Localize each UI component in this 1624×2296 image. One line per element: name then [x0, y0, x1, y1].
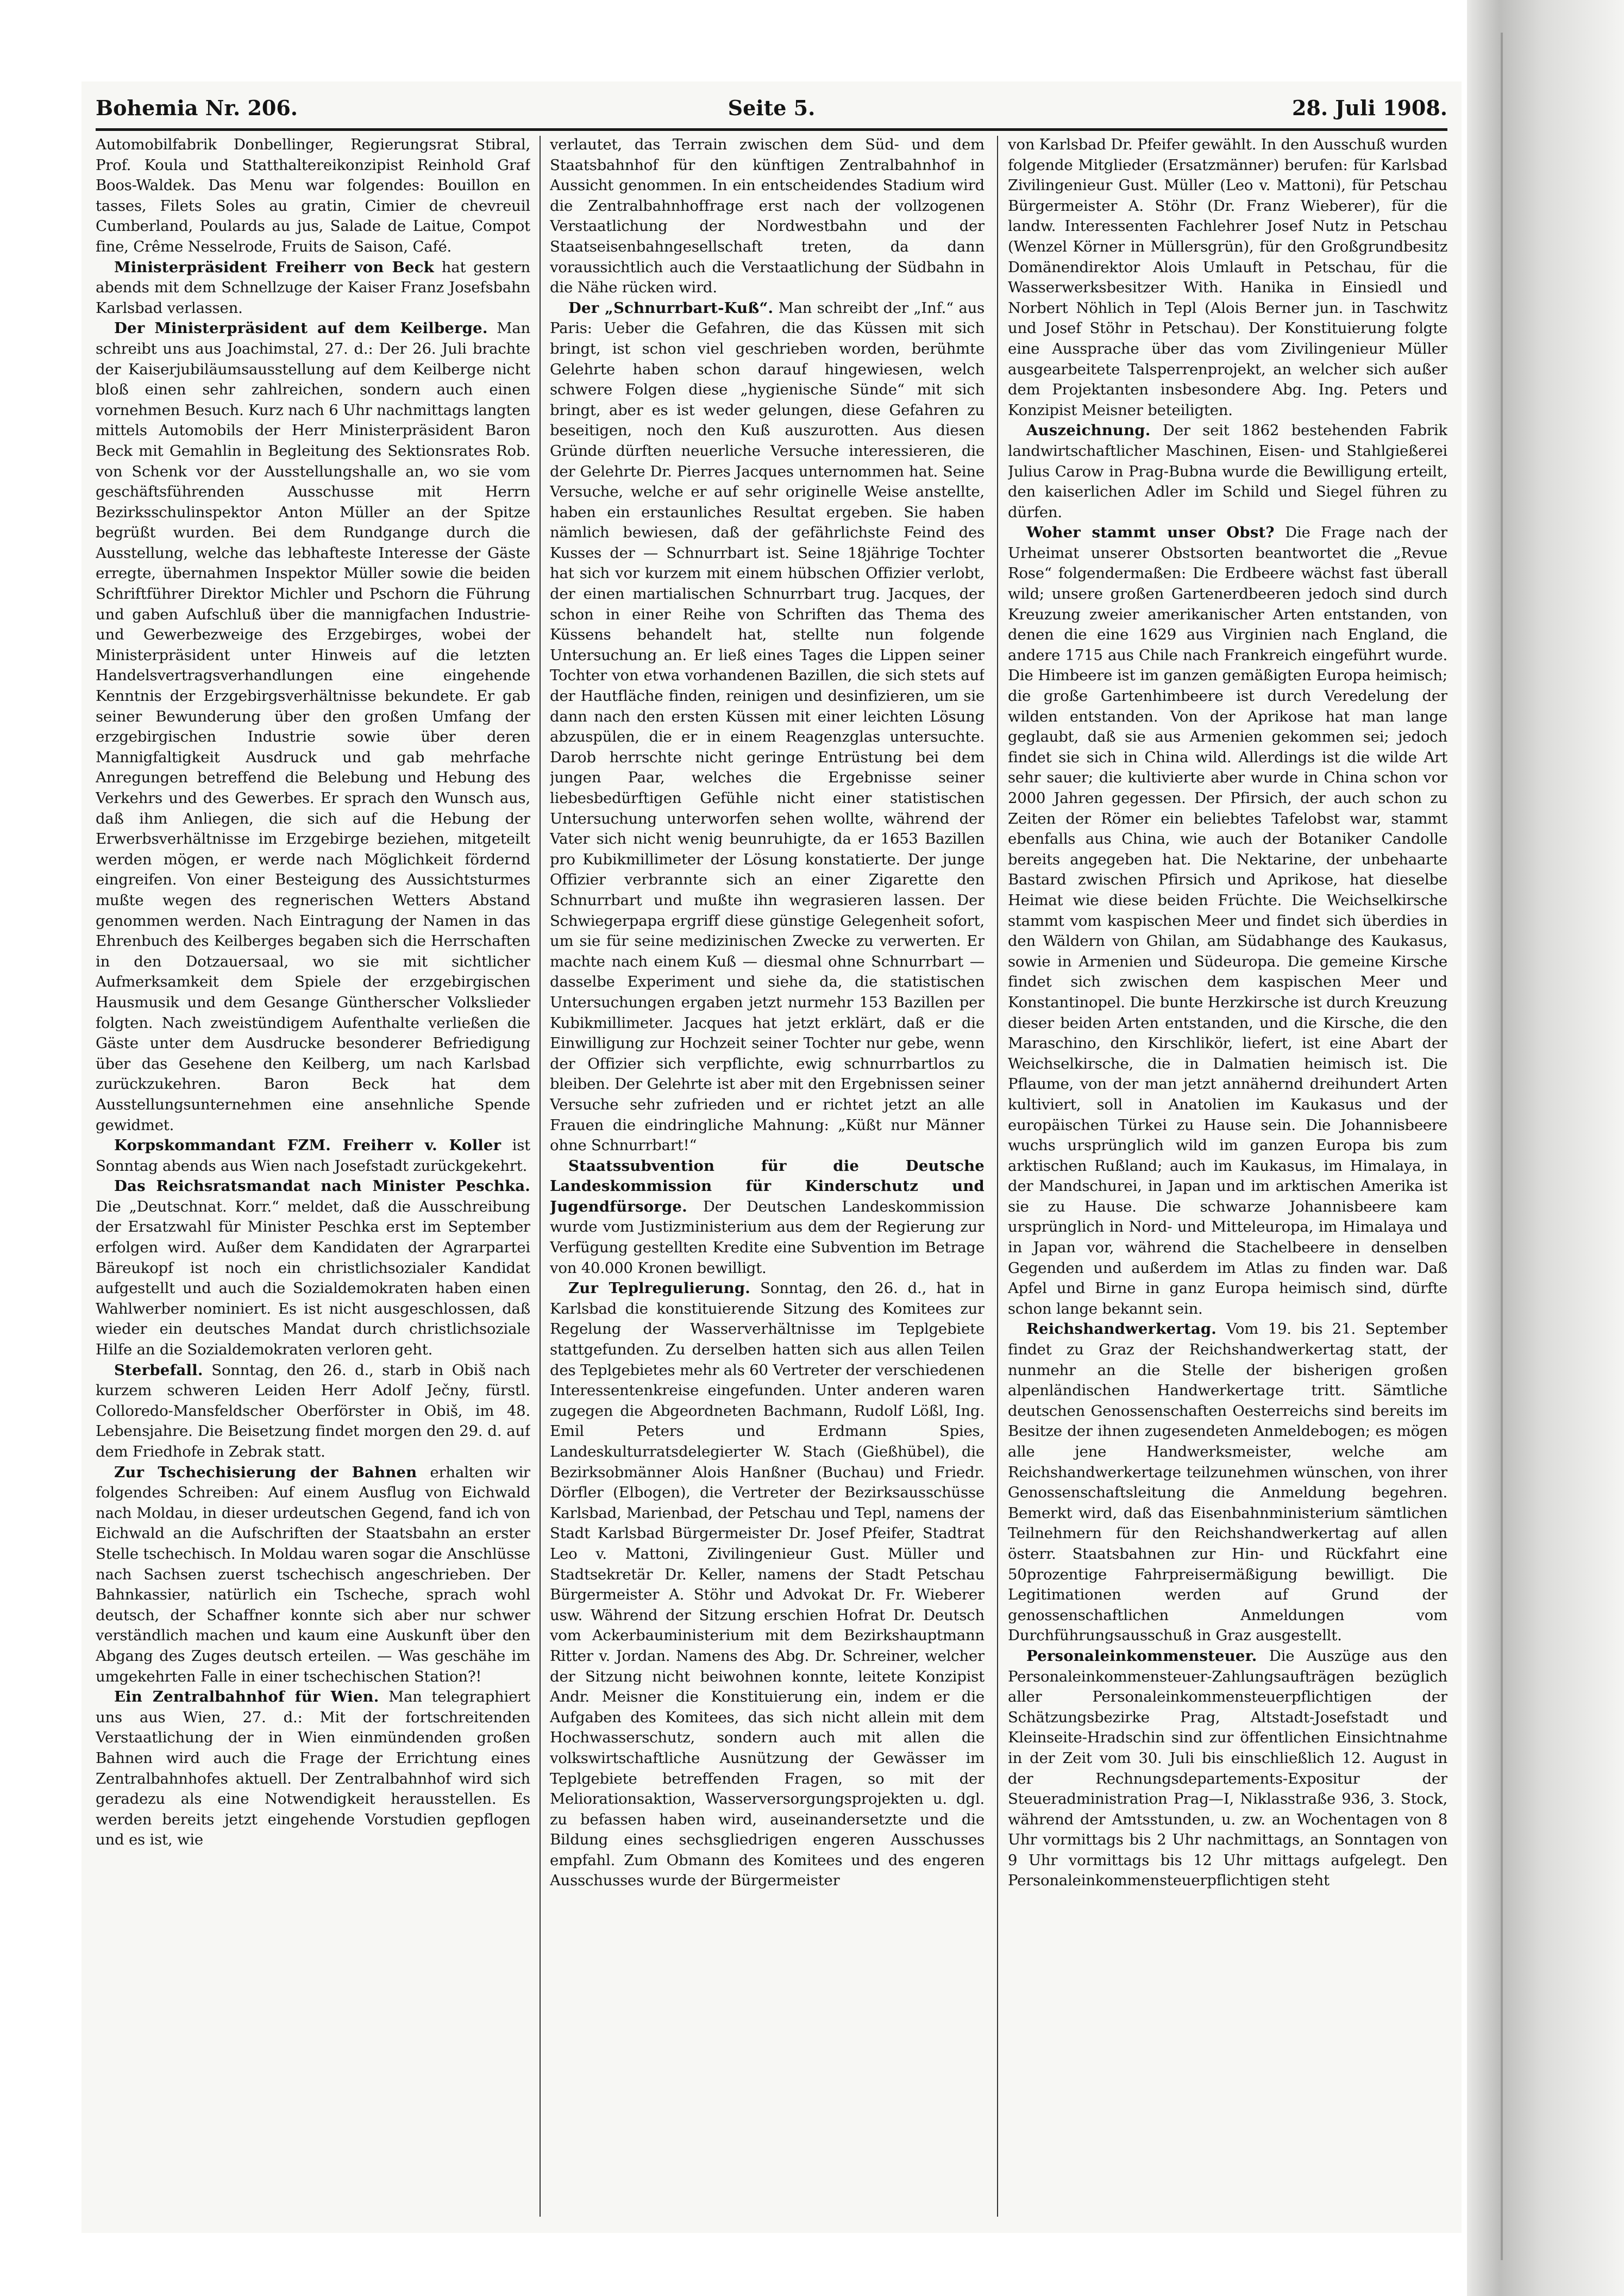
article-paragraph — [96, 1360, 530, 1463]
column-divider-1 — [540, 136, 541, 2217]
article-paragraph — [96, 1463, 530, 1688]
column-3 — [1008, 135, 1447, 2221]
header-date: 28. Juli 1908. — [1291, 96, 1447, 120]
article-paragraph — [1008, 1319, 1447, 1646]
article-text: Man schreibt der „Inf.“ aus Paris: Ueber die Gefahren, die das Küssen mit sich bringt, ist schon viel geschrieben worden, berühmte Gelehrte haben schon darauf hingewiesen, welch schwere Folgen diese „hygienische Sünde“ mit sich bringt, aber es ist weder gelungen, diese Gefahren zu beseitigen, noch den Kuß auszurotten. Aus diesen Gründe dürften neuerliche Versuche interessieren, die der Gelehrte Dr. Pierres Jacques unternommen hat. Seine Versuche, welche er auf sehr originelle Weise anstellte, haben ein erstaunliches Resultat ergeben. Sie haben nämlich bewiesen, daß der gefährlichste Feind des Kusses der — Schnurrbart ist. Seine 18jährige Tochter hat sich vor kurzem mit einem hübschen Offizier verlobt, der einen martialischen Schnurrbart trug. Jacques, der schon in einer Reihe von Schriften das Thema des Küssens behandelt hat, stellte nun folgende Untersuchung an. Er ließ eines Tages die Lippen seiner Tochter von etwa vorhandenen Bazillen, die sich stets auf der Hautfläche finden, reinigen und desinfizieren, um sie dann nach den ersten Küssen mit einer leichten Lösung abzuspülen, die er in einem Reagenzglas untersuchte. Darob herrschte nicht geringe Entrüstung bei dem jungen Paar, welches die Ergebnisse seiner liebesbedürftigen Gefühle nicht einer statistischen Untersuchung unterworfen sehen wollte, während der Vater sich nicht wenig beunruhigte, da er 1653 Bazillen pro Kubikmillimeter der Lösung konstatierte. Der junge Offizier verbrannte sich an einer Zigarette den Schnurrbart und mußte ihn wegrasieren lassen. Der Schwiegerpapa ergriff diese günstige Gelegenheit sofort, um sie für seine medizinischen Zwecke zu verwerten. Er machte nach einem Kuß — diesmal ohne Schnurrbart — dasselbe Experiment und siehe da, die statistischen Untersuchungen ergaben jetzt nurmehr 153 Bazillen per Kubikmillimeter. Jacques hat jetzt erklärt, daß er die Einwilligung zur Hochzeit seiner Tochter nur gebe, wenn der Offizier sich verpflichte, ewig schnurrbartlos zu bleiben. Der Gelehrte ist aber mit den Ergebnissen seiner Versuche sehr zufrieden und er richtet jetzt an alle Frauen die eindringliche Mahnung: „Küßt nur Männer ohne Schnurrbart!“ — [550, 299, 985, 1155]
header-rule — [96, 128, 1447, 131]
article-text: Man telegraphiert uns aus Wien, 27. d.: Mit der fortschreitenden Verstaatlichung der in Wien einmündenden großen Bahnen wird auch die Frage der Errichtung eines Zentralbahnhofes aktuell. Der Zentralbahnhof wird sich geradezu als eine Notwendigkeit herausstellen. Es werden bereits jetzt eingehende Vorstudien gepflogen und es ist, wie — [96, 1688, 530, 1849]
article-heading: Der „Schnurrbart-Kuß“. — [568, 299, 774, 317]
article-heading: Zur Tschechisierung der Bahnen — [114, 1463, 417, 1481]
article-paragraph — [550, 135, 985, 298]
article-heading: Reichshandwerkertag. — [1026, 1320, 1217, 1338]
article-text: Die „Deutschnat. Korr.“ meldet, daß die Ausschreibung der Ersatzwahl für Minister Peschka erst im September erfolgen wird. Außer dem Kandidaten der Agrarpartei Bäreukopf ist noch ein christlichsozialer Kandidat aufgestellt und auch die Sozialdemokraten haben einen Wahlwerber nominiert. Es ist nicht ausgeschlossen, daß wieder ein deutsches Mandat durch christlichsoziale Hilfe an die Sozialdemokraten verloren geht. — [96, 1197, 530, 1359]
newspaper-page — [81, 81, 1462, 2233]
article-heading: Das Reichsratsmandat nach Minister Peschka. — [114, 1177, 530, 1195]
column-2 — [550, 135, 985, 2221]
article-text: Sonntag, den 26. d., hat in Karlsbad die konstituierende Sitzung des Komitees zur Regelung der Wasserverhältnisse im Teplgebiete stattgefunden. Zu derselben hatten sich aus allen Teilen des Teplgebietes mehr als 60 Vertreter der verschiedenen Interessentenkreise eingefunden. Unter anderen waren zugegen die Abgeordneten Bachmann, Rudolf Lößl, Ing. Emil Peters und Erdmann Spies, Landeskulturratsdelegierter W. Stach (Gießhübel), die Bezirksobmänner Alois Hanßner (Buchau) und Friedr. Dörfler (Elbogen), die Vertreter der Bezirksausschüsse Karlsbad, Marienbad, der Petschau und Tepl, namens der Stadt Karlsbad Bürgermeister Dr. Josef Pfeifer, Stadtrat Leo v. Mattoni, Zivilingenieur Gust. Müller und Stadtsekretär Dr. Keller, namens der Stadt Petschau Bürgermeister A. Stöhr und Advokat Dr. Fr. Wieberer usw. Während der Sitzung erschien Hofrat Dr. Deutsch vom Ackerbauministerium mit dem Bezirkshauptmann Ritter v. Jordan. Namens des Abg. Dr. Schreiner, welcher der Sitzung nicht beiwohnen konnte, leitete Konzipist Andr. Meisner die Konstituierung ein, indem er die Aufgaben des Komitees, das sich nicht allein mit dem Hochwasserschutz, sondern auch mit allen die volkswirtschaftliche Ausnützung der Gewässer im Teplgebiete betreffenden Fragen, so mit der Meliorationsaktion, Wasserversorgungsprojekten u. dgl. zu befassen haben wird, auseinandersetzte und die Bildung eines sechsgliedrigen engeren Ausschusses empfahl. Zum Obmann des Komitees und des engeren Ausschusses wurde der Bürgermeister — [550, 1279, 985, 1890]
article-paragraph — [1008, 1646, 1447, 1891]
article-paragraph — [96, 135, 530, 258]
article-paragraph — [550, 1156, 985, 1279]
header-title: Bohemia Nr. 206. — [96, 96, 298, 120]
article-paragraph — [550, 1278, 985, 1891]
article-heading: Ministerpräsident Freiherr von Beck — [114, 258, 434, 276]
article-text: von Karlsbad Dr. Pfeifer gewählt. In den Ausschuß wurden folgende Mitglieder (Ersatzmänner) berufen: für Karlsbad Zivilingenieur Gust. Müller (Leo v. Mattoni), für Petschau Bürgermeister A. Stöhr (Dr. Franz Wieberer), für die landw. Interessenten Fachlehrer Josef Nutz in Petschau (Wenzel Körner in Müllersgrün), für den Großgrundbesitz Domänendirektor Alois Umlauft in Petschau, für die Wasserwerksbesitzer With. Hanika in Einsiedl und Norbert Nöhlich in Tepl (Alois Berner jun. in Taschwitz und Josef Stöhr in Petschau). Der Konstituierung folgte eine Aussprache über das vom Zivilingenieur Müller ausgearbeitete Talsperrenprojekt, an welcher sich außer dem Projektanten insbesondere Abg. Ing. Peters und Konzipist Meisner beteiligten. — [1008, 136, 1447, 419]
article-text: Vom 19. bis 21. September findet zu Graz der Reichshandwerkertag statt, der nunmehr an die Stelle der bisherigen großen alpenländischen Handwerkertage tritt. Sämtliche deutschen Genossenschaften Oesterreichs sind bereits im Besitze der ihnen zugesendeten Anmeldebogen; es mögen alle jene Handwerksmeister, welche am Reichshandwerkertage teilzunehmen wünschen, von ihrer Genossenschaftsleitung die Anmeldung begehren. Bemerkt wird, daß das Eisenbahnministerium sämtlichen Teilnehmern für den Reichshandwerkertag auf allen österr. Staatsbahnen zur Hin- und Rückfahrt eine 50prozentige Fahrpreisermäßigung bewilligt. Die Legitimationen werden auf Grund der genossenschaftlichen Anmeldungen vom Durchführungsausschuß in Graz ausgestellt. — [1008, 1320, 1447, 1645]
header-page-number: Seite 5. — [728, 96, 816, 120]
article-text: hat gestern abends mit dem Schnellzuge der Kaiser Franz Josefsbahn Karlsbad verlassen. — [96, 258, 530, 317]
article-text: Sonntag, den 26. d., starb in Obiš nach kurzem schweren Leiden Herr Adolf Ječny, fürstl. Colloredo-Mansfeldscher Oberförster in Obiš, im 48. Lebensjahre. Die Beisetzung findet morgen den 29. d. auf dem Friedhofe in Zebrak statt. — [96, 1361, 530, 1460]
article-paragraph — [550, 298, 985, 1156]
article-paragraph — [96, 258, 530, 319]
article-text: Die Auszüge aus den Personaleinkommensteuer-Zahlungsaufträgen bezüglich aller Personaleinkommensteuerpflichtigen der Schätzungsbezirke Prag, Altstadt-Josefstadt und Kleinseite-Hradschin sind zur öffentlichen Einsichtnahme in der Zeit vom 30. Juli bis einschließlich 12. August in der Rechnungsdepartements-Expositur der Steueradministration Prag—I, Niklasstraße 936, 3. Stock, während der Amtsstunden, u. zw. an Wochentagen von 8 Uhr vormittags bis 2 Uhr nachmittags, an Sonntagen von 9 Uhr vormittags bis 12 Uhr mittags aufgelegt. Den Personaleinkommensteuerpflichtigen steht — [1008, 1647, 1447, 1890]
article-text: Die Frage nach der Urheimat unserer Obstsorten beantwortet die „Revue Rose“ folgendermaßen: Die Erdbeere wächst fast überall wild; unsere großen Gartenerdbeeren jedoch sind durch Kreuzung zweier amerikanischer Arten entstanden, von denen die eine 1629 aus Virginien nach England, die andere 1715 aus Chile nach Frankreich eingeführt wurde. Die Himbeere ist im ganzen gemäßigten Europa heimisch; die große Gartenhimbeere ist durch Veredelung der wilden entstanden. Von der Aprikose hat man lange geglaubt, daß sie aus Armenien gekommen sei; jedoch findet sie sich in China wild. Allerdings ist die wilde Art sehr sauer; die kultivierte aber wurde in China schon vor 2000 Jahren gegessen. Der Pfirsich, der auch schon zu Zeiten der Römer ein beliebtes Tafelobst war, stammt ebenfalls aus China, wie auch der Botaniker Candolle bereits angegeben hat. Die Nektarine, der unbehaarte Bastard zwischen Pfirsich und Aprikose, hat dieselbe Heimat wie diese beiden Früchte. Die Weichselkirsche stammt vom kaspischen Meer und findet sich überdies in den Wäldern von Ghilan, am Südabhange des Kaukasus, sowie in Armenien und Südeuropa. Die gemeine Kirsche findet sich zwischen dem kaspischen Meer und Konstantinopel. Die bunte Herzkirsche ist durch Kreuzung dieser beiden Arten entstanden, und die Kirsche, die den Maraschino, den Kirschlikör, liefert, ist eine Abart der Weichselkirsche, die in Dalmatien heimisch ist. Die Pflaume, von der man jetzt annähernd dreihundert Arten kultiviert, soll in Anatolien im Kaukasus und der europäischen Türkei zu Hause sein. Die Johannisbeere wuchs ursprünglich wild im ganzen Europa bis zum arktischen Rußland; auch im Kaukasus, im Himalaya, in der Mandschurei, in Japan und im arktischen Amerika ist sie zu Hause. Die schwarze Johannisbeere kam ursprünglich in Nord- und Mitteleuropa, im Himalaya und in Japan vor, während die Stachelbeere in denselben Gegenden und außerdem im Atlas zu finden war. Daß Apfel und Birne in ganz Europa heimisch sind, dürfte schon lange bekannt sein. — [1008, 524, 1447, 1318]
article-paragraph — [1008, 523, 1447, 1319]
article-text: verlautet, das Terrain zwischen dem Süd- und dem Staatsbahnhof für den künftigen Zentralbahnhof in Aussicht genommen. In ein entscheidendes Stadium wird die Zentralbahnhoffrage erst nach der vollzogenen Verstaatlichung der Nordwestbahn und der Staatseisenbahngesellschaft treten, da dann voraussichtlich auch die Verstaatlichung der Südbahn in die Nähe rücken wird. — [550, 136, 985, 297]
article-text: Der Deutschen Landeskommission wurde vom Justizministerium aus dem der Regierung zur Verfügung gestellten Kredite eine Subvention im Betrage von 40.000 Kronen bewilligt. — [550, 1197, 985, 1277]
scan-margin-right — [1467, 0, 1624, 2296]
article-text: Man schreibt uns aus Joachimstal, 27. d.: Der 26. Juli brachte der Kaiserjubiläumsausstellung auf dem Keilberge nicht bloß einen sehr zahlreichen, sondern auch einen vornehmen Besuch. Kurz nach 6 Uhr nachmittags langten mittels Automobils der Herr Ministerpräsident Baron Beck mit Gemahlin in Begleitung des Sektionsrates Rob. von Schenk vor der Ausstellungshalle an, wo sie vom geschäftsführenden Ausschusse mit Herrn Bezirksschulinspektor Anton Müller an der Spitze begrüßt wurden. Bei dem Rundgange durch die Ausstellung, welche das lebhafteste Interesse der Gäste erregte, übernahmen Inspektor Müller sowie die beiden Schriftführer Direktor Michler und Pschorn die Führung und gaben Aufschluß über die mannigfachen Industrie- und Gewerbezweige des Erzgebirges, wobei der Ministerpräsident unter Hinweis auf die letzten Handelsvertragsverhandlungen eine eingehende Kenntnis der Erzgebirgsverhältnisse bekundete. Er gab seiner Bewunderung über den großen Umfang der erzgebirgischen Industrie sowie über deren Mannigfaltigkeit Ausdruck und gab mehrfache Anregungen betreffend die Belebung und Hebung des Verkehrs und des Gewerbes. Er sprach den Wunsch aus, daß ihm Anliegen, die sich auf die Hebung der Erwerbsverhältnisse im Erzgebirge beziehen, mitgeteilt werden mögen, er werde nach Möglichkeit fördernd eingreifen. Von einer Besteigung des Aussichtsturmes mußte wegen des regnerischen Wetters Abstand genommen werden. Nach Eintragung der Namen in das Ehrenbuch des Keilberges begaben sich die Herrschaften in den Dotzauersaal, wo sie mit sichtlicher Aufmerksamkeit dem Spiele der erzgebirgischen Hausmusik und dem Gesange Güntherscher Volkslieder folgten. Nach zweistündigem Aufenthalte verließen die Gäste unter dem Ausdrucke besonderer Befriedigung über das Gesehene den Keilberg, um nach Karlsbad zurückzukehren. Baron Beck hat dem Ausstellungsunternehmen eine ansehnliche Spende gewidmet. — [96, 319, 530, 1134]
article-text: Der seit 1862 bestehenden Fabrik landwirtschaftlicher Maschinen, Eisen- und Stahlgießerei Julius Carow in Prag-Bubna wurde die Bewilligung erteilt, den kaiserlichen Adler im Schild und Siegel führen zu dürfen. — [1008, 422, 1447, 521]
article-heading: Personaleinkommensteuer. — [1026, 1647, 1257, 1665]
article-heading: Woher stammt unser Obst? — [1026, 524, 1275, 542]
article-paragraph — [96, 1176, 530, 1360]
page-header — [96, 89, 1447, 127]
article-text: erhalten wir folgendes Schreiben: Auf einem Ausflug von Eichwald nach Moldau, in dieser urdeutschen Gegend, fand ich von Eichwald an die Aufschriften der Staatsbahn an erster Stelle tschechisch. In Moldau waren sogar die Anschlüsse nach Sachsen zuerst tschechisch angeschrieben. Der Bahnkassier, natürlich ein Tscheche, sprach wohl deutsch, der Schaffner konnte sich aber nur schwer verständlich machen und kaum eine Auskunft über den Abgang des Zuges deutsch erteilen. — Was geschähe im umgekehrten Falle in einer tschechischen Station?! — [96, 1463, 530, 1685]
column-divider-2 — [997, 136, 998, 2217]
article-heading: Zur Teplregulierung. — [568, 1279, 751, 1297]
article-heading: Sterbefall. — [114, 1361, 203, 1379]
article-text: ist Sonntag abends aus Wien nach Josefstadt zurückgekehrt. — [96, 1137, 530, 1175]
article-paragraph — [96, 1687, 530, 1850]
article-heading: Korpskommandant FZM. Freiherr v. Koller — [114, 1137, 501, 1155]
article-paragraph — [96, 318, 530, 1136]
article-paragraph — [96, 1136, 530, 1176]
article-heading: Der Ministerpräsident auf dem Keilberge. — [114, 319, 488, 337]
article-text: Automobilfabrik Donbellinger, Regierungsrat Stibral, Prof. Koula und Statthaltereikonzipist Reinhold Graf Boos-Waldek. Das Menu war folgendes: Bouillon en tasses, Filets Soles au gratin, Cimier de chevreuil Cumberland, Poulards au jus, Salade de Laitue, Compot fine, Crême Nesselrode, Fruits de Saison, Café. — [96, 136, 530, 255]
article-heading: Staatssubvention für die Deutsche Landeskommission für Kinderschutz und Jugendfürsorge. — [550, 1157, 985, 1215]
article-paragraph — [1008, 135, 1447, 421]
article-heading: Auszeichnung. — [1026, 422, 1151, 440]
article-paragraph — [1008, 421, 1447, 523]
article-heading: Ein Zentralbahnhof für Wien. — [114, 1688, 379, 1706]
column-1 — [96, 135, 530, 2221]
